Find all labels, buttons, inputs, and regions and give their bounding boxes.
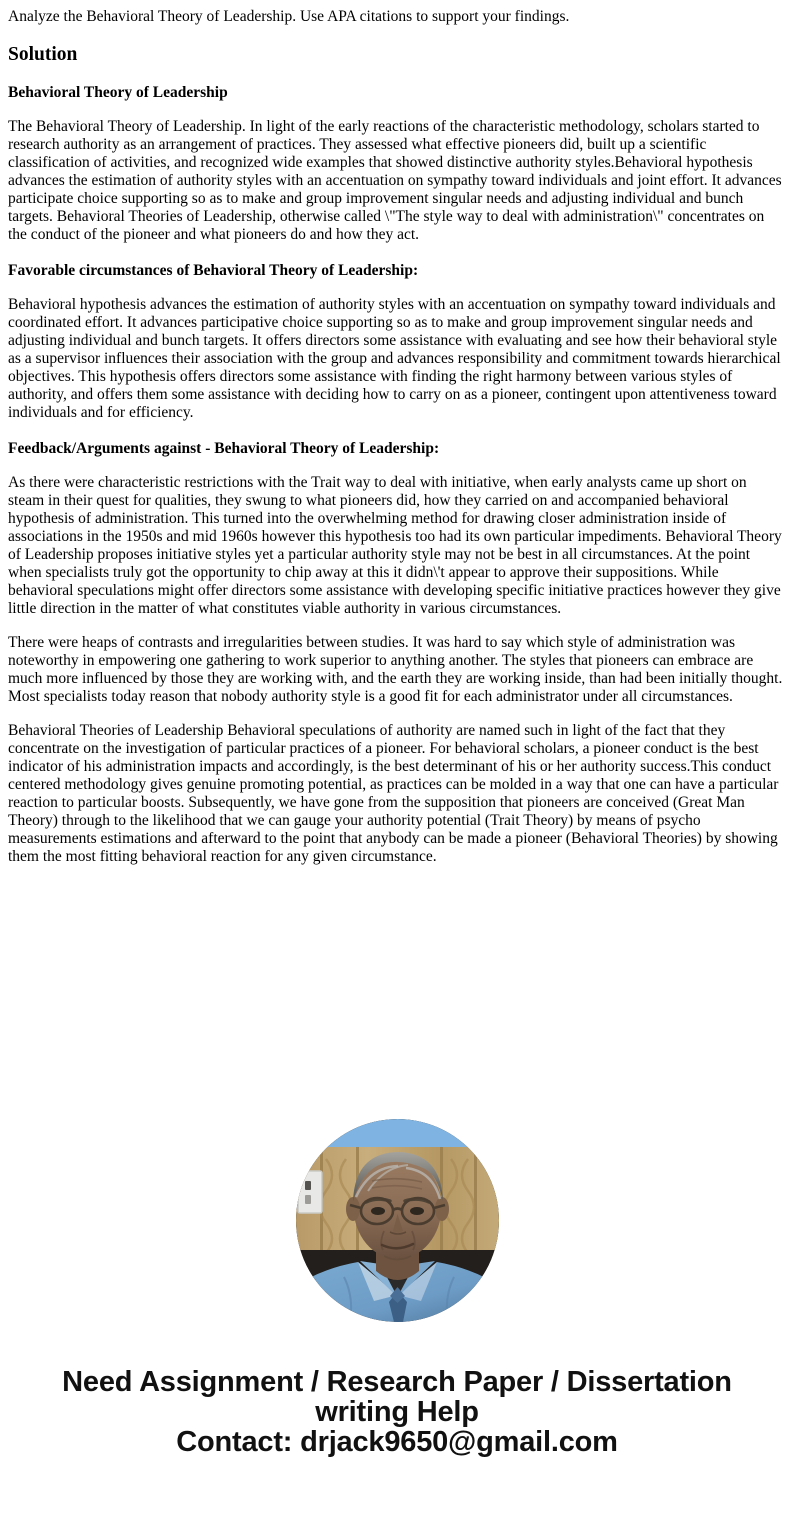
section-paragraph: As there were characteristic restrictions with the Trait way to deal with initiative, when early analysts came up short on steam in their quest for qualities, they swung to what pioneers did, how they carried on and accompanied behavioral hypothesis of administration. This turned into the overwhelming method for drawing closer administration inside of associations in the 1950s and mid 1960s however this hypothesis too had its own particular impediments. Behavioral Theory of Leadership proposes initiative styles yet a particular authority style may not be best in all circumstances. At the point when specialists truly got the opportunity to chip away at this it didn\'t appear to approve their suppositions. While behavioral speculations might offer directors some assistance with developing specific initiative practices however they give little direction in the matter of what constitutes viable authority in various circumstances. (8, 474, 782, 617)
section-paragraph: Behavioral hypothesis advances the estimation of authority styles with an accentuation on sympathy toward individuals and coordinated effort. It advances participative choice supporting so as to make and group improvement singular needs and adjusting individual and bunch targets. It offers directors some assistance with evaluating and see how their behavioral style as a supervisor influences their association with the group and advances responsibility and commitment towards hierarchical objectives. This hypothesis offers directors some assistance with finding the right harmony between various styles of authority, and offers them some assistance with deciding how to carry on as a pioneer, contingent upon attentiveness toward individuals and for efficiency. (8, 296, 781, 421)
footer-line-2: writing Help (315, 1396, 479, 1428)
section-paragraph: There were heaps of contrasts and irregularities between studies. It was hard to say which style of administration was noteworthy in empowering one gathering to work superior to anything another. The styles that pioneers can embrace are much more influenced by those they are working with, and the earth they are working inside, than had been initially thought. Most specialists today reason that nobody authority style is a good fit for each administrator under all circumstances. (8, 634, 783, 705)
footer-contact-email: Contact: drjack9650@gmail.com (176, 1426, 618, 1458)
section-paragraph: Behavioral Theories of Leadership Behavioral speculations of authority are named such in light of the fact that they concentrate on the investigation of particular practices of a pioneer. For behavioral scholars, a pioneer conduct is the best indicator of his administration impacts and accordingly, is the best determinant of his or her authority success.This conduct centered methodology gives genuine promoting potential, as practices can be molded in a way that one can have a particular reaction to particular boosts. Subsequently, we have gone from the supposition that pioneers are conceived (Great Man Theory) through to the likelihood that we can gauge your authority potential (Trait Theory) by means of psycho measurements estimations and afterward to the point that anybody can be made a pioneer (Behavioral Theories) by showing them the most fitting behavioral reaction for any given circumstance. (8, 722, 779, 865)
avatar (296, 1119, 499, 1322)
footer-cta (8, 1367, 786, 1457)
avatar-container (8, 1119, 786, 1322)
section-heading-feedback-arguments-against: Feedback/Arguments against - Behavioral Theory of Leadership: (8, 440, 440, 457)
solution-heading: Solution (8, 44, 78, 65)
section-heading-behavioral-theory: Behavioral Theory of Leadership (8, 84, 228, 101)
assignment-prompt: Analyze the Behavioral Theory of Leadership. Use APA citations to support your findings. (8, 8, 570, 25)
section-heading-favorable-circumstances: Favorable circumstances of Behavioral Theory of Leadership: (8, 262, 419, 279)
footer-line-1: Need Assignment / Research Paper / Dissertation (62, 1366, 732, 1398)
section-paragraph: The Behavioral Theory of Leadership. In light of the early reactions of the characteristic methodology, scholars started to research authority as an arrangement of practices. They assessed what effective pioneers did, built up a scientific classification of activities, and recognized wide examples that showed distinctive authority styles.Behavioral hypothesis advances the estimation of authority styles with an accentuation on sympathy toward individuals and joint effort. It advances participate choice supporting so as to make and group improvement singular needs and adjusting individual and bunch targets. Behavioral Theories of Leadership, otherwise called \"The style way to deal with administration\" concentrates on the conduct of the pioneer and what pioneers do and how they act. (8, 118, 782, 243)
profile-photo-icon (296, 1119, 499, 1322)
